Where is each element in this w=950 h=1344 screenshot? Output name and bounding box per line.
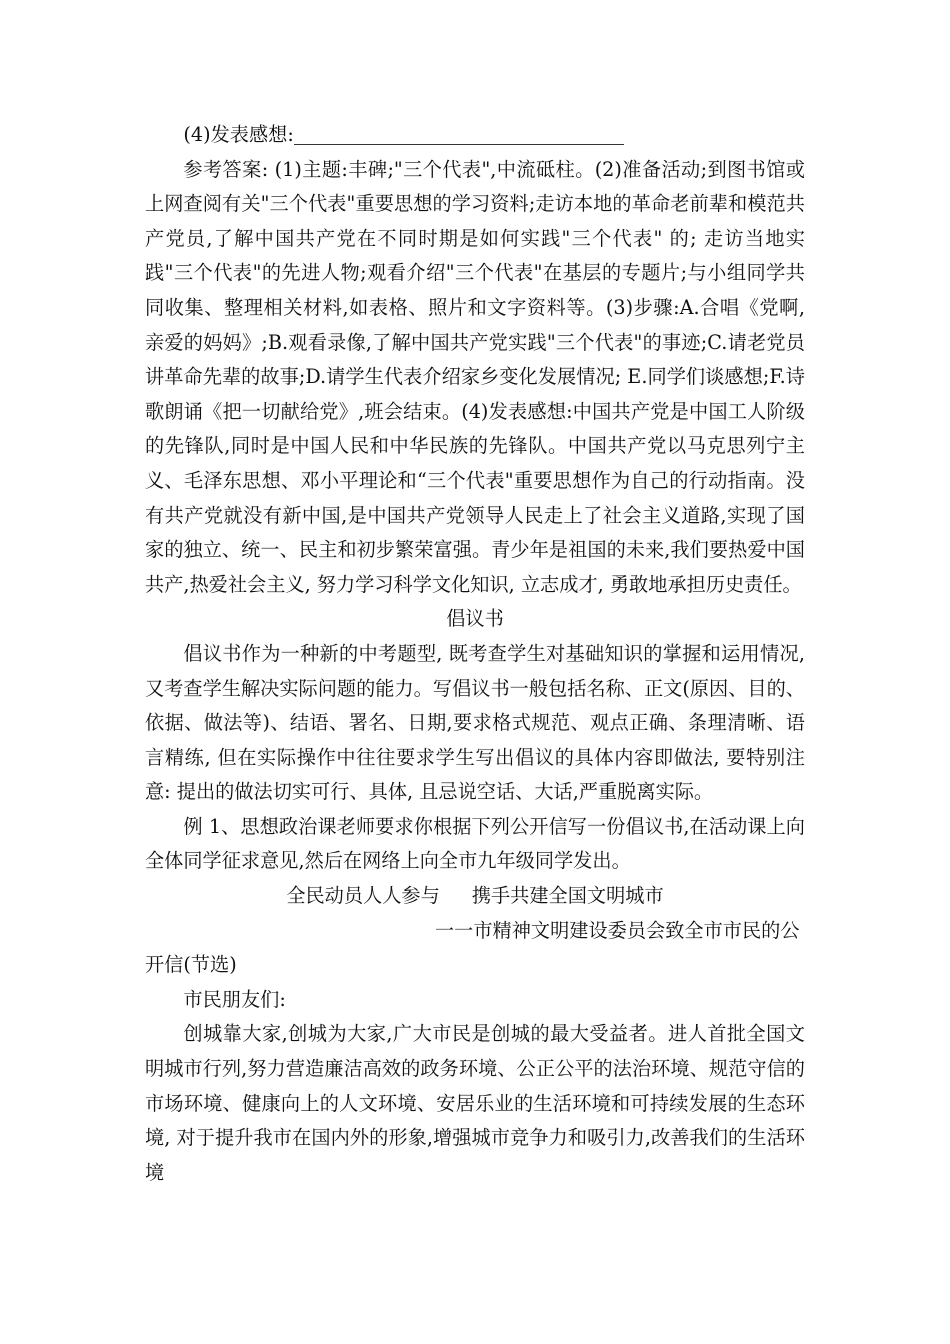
question-4-line (145, 118, 805, 153)
letter-salutation: 市民朋友们: (183, 987, 286, 1011)
reference-answer-paragraph: 参考答案: (1)主题:丰碑;"三个代表",中流砥柱。(2)准备活动;到图书馆或上网查阅有关"三个代表"重要思想的学习资料;走访本地的革命老前辈和模范共产党员,了解中国共产党在不同时期是如何实践"三个代表" 的; 走访当地实践"三个代表"的先进人物;观看介绍"三个代表"在基层的专题片;与小组同学共同收集、整理相关材料,如表格、照片和文字资料等。(3)步骤:A.合唱《党啊,亲爱的妈妈》;B.观看录像,了解中国共产党实践"三个代表"的事迹;C.请老党员讲革命先辈的故事;D.请学生代表介绍家乡变化发展情况; E.同学们谈感想;F.诗歌朗诵《把一切献给党》,班会结束。(4)发表感想:中国共产党是中国工人阶级的先锋队,同时是中国人民和中华民族的先锋队。中国共产党以马克思列宁主义、毛泽东思想、邓小平理论和“三个代表"重要思想作为自己的行动指南。没有共产党就没有新中国,是中国共产党领导人民走上了社会主义道路,实现了国家的独立、统一、民主和初步繁荣富强。青少年是祖国的未来,我们要热爱中国共产,热爱社会主义, 努力学习科学文化知识, 立志成才, 勇敢地承担历史责任。 (145, 157, 805, 596)
intro-paragraph: 倡议书作为一种新的中考题型, 既考查学生对基础知识的掌握和运用情况, 又考查学生解决实际问题的能力。写倡议书一般包括名称、正文(原因、目的、依据、做法等)、结语、署名、日期,要求格式规范、观点正确、条理清晰、语言精练, 但在实际操作中往往要求学生写出倡议的具体内容即做法, 要特别注意: 提出的做法切实可行、具体, 且忌说空话、大话,严重脱离实际。 (145, 641, 805, 804)
letter-subtitle-line1: 一一市精神文明建设委员会致全市市民的公 (435, 918, 800, 942)
document-content (145, 118, 805, 1190)
letter-title-right: 携手共建全国文明城市 (471, 884, 664, 908)
question-4-label: (4)发表感想: (183, 123, 294, 146)
section-title: 倡议书 (446, 607, 504, 631)
letter-title-left: 全民动员人人参与 (286, 884, 440, 908)
letter-body: 创城靠大家,创城为大家,广大市民是创城的最大受益者。进人首批全国文明城市行列,努力营造廉洁高效的政务环境、公正公平的法治环境、规范守信的市场环境、健康向上的人文环境、安居乐业的生活环境和可持续发展的生态环境, 对于提升我市在国内外的形象,增强城市竞争力和吸引力,改善我们的生活环境 (145, 1022, 805, 1184)
example-paragraph: 例 1、思想政治课老师要求你根据下列公开信写一份倡议书,在活动课上向全体同学征求意见,然后在网络上向全市九年级同学发出。 (145, 814, 805, 873)
letter-title (145, 879, 805, 914)
letter-subtitle-line2: 开信(节选) (145, 953, 237, 977)
answer-blank-line (294, 122, 624, 145)
